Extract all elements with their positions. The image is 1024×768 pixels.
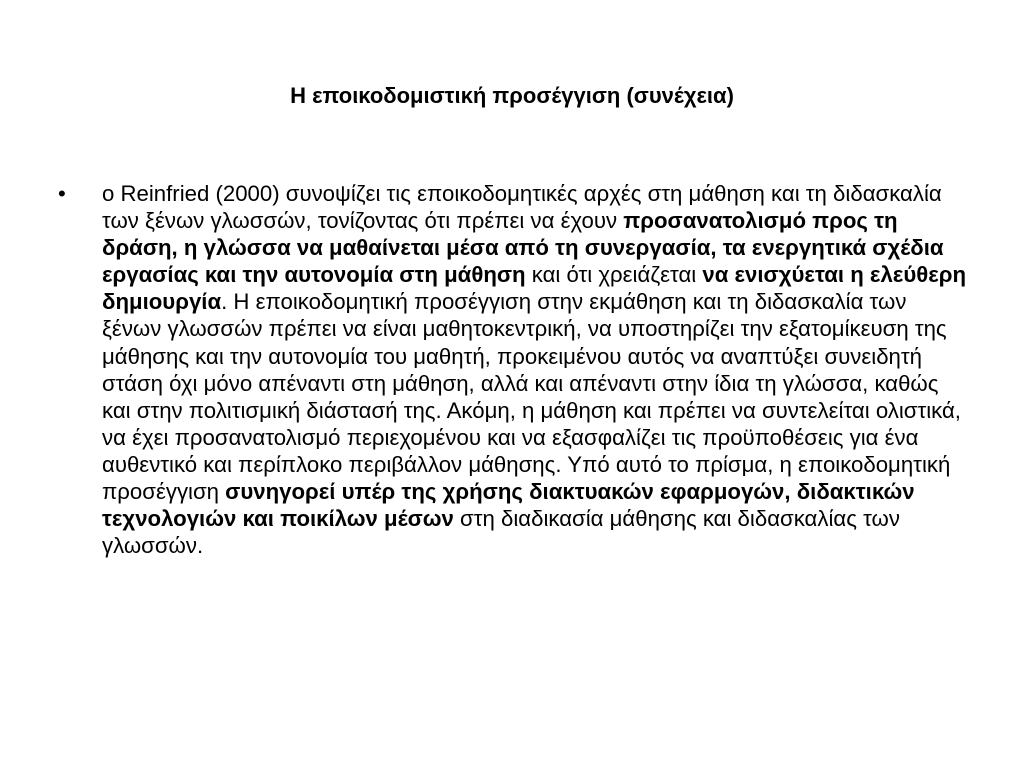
text-run: . Η εποικοδομητική προσέγγιση στην εκμάθηση και τη διδασκαλία των ξένων γλωσσών πρέπει να είναι μαθητοκεντρική, να υποστηρίζει την εξατομίκευση της μάθησης και την αυτονομία του μαθητή, προκειμένου αυτός να αναπτύξει συνειδητή στάση όχι μόνο απέναντι στη μάθηση, αλλά και απέναντι στην ίδια τη γλώσσα, καθώς και στην πολιτισμική διάστασή της. Ακόμη, η μάθηση και πρέπει να συντελείται ολιστικά, να έχει προσανατολισμό περιεχομένου και να εξασφαλίζει τις προϋποθέσεις για ένα αυθεντικό και περίπλοκο περιβάλλον μάθησης. Υπό αυτό το πρίσμα, η εποικοδομητική προσέγγιση bbox=[102, 289, 961, 505]
text-run: στη διαδικασία μάθησης και διδασκαλίας των γλωσσών. bbox=[102, 506, 900, 559]
bold-text-run: προσανατολισμό προς τη δράση, η γλώσσα να μαθαίνεται μέσα από τη συνεργασία, τα ενεργητικά σχέδια εργασίας και την αυτονομία στη μάθηση bbox=[102, 208, 944, 288]
bullet-list bbox=[58, 180, 970, 559]
slide-title: Η εποικοδομιστική προσέγγιση (συνέχεια) bbox=[290, 83, 734, 108]
text-run: και ότι χρειάζεται bbox=[525, 262, 703, 288]
bold-text-run: να ενισχύεται η ελεύθερη δημιουργία bbox=[102, 262, 967, 315]
bullet-icon: • bbox=[58, 181, 66, 206]
bullet-item bbox=[58, 180, 970, 559]
bold-text-run: συνηγορεί υπέρ της χρήσης διακτυακών εφαρμογών, διδακτικών τεχνολογιών και ποικίλων μέσων bbox=[102, 479, 915, 532]
paragraph-text bbox=[102, 181, 966, 558]
text-run: ο Reinfried (2000) συνοψίζει τις εποικοδομητικές αρχές στη μάθηση και τη διδασκαλία των ξένων γλωσσών, τονίζοντας ότι πρέπει να έχουν bbox=[102, 181, 942, 234]
